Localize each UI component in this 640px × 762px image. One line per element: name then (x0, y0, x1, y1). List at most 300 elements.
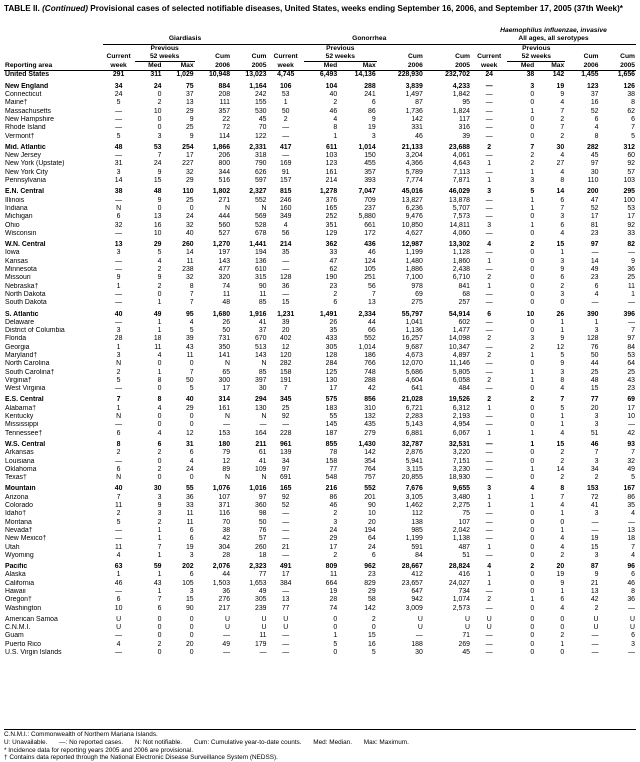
reporting-area-cell: Connecticut (5, 91, 42, 99)
group-gonorrhea: Gonorrhea (267, 35, 471, 44)
value-cell: 23 (590, 229, 599, 237)
value-cell: — (115, 457, 123, 465)
value-cell: 260 (254, 543, 267, 551)
value-cell: 1 (560, 640, 565, 648)
value-cell: 1 (530, 493, 535, 501)
value-cell: 6,721 (405, 404, 423, 412)
value-cell: 477 (218, 266, 231, 274)
value-cell: 371 (218, 502, 231, 510)
value-cell: 2,573 (452, 604, 470, 612)
value-cell: 9,687 (405, 343, 423, 351)
value-cell: U (593, 615, 599, 623)
value-cell: 6 (631, 571, 635, 579)
value-cell: 23 (590, 274, 599, 282)
value-cell: 142 (535, 71, 565, 80)
value-cell: 3 (560, 290, 565, 298)
value-cell: 93 (627, 440, 635, 448)
table-row (4, 596, 636, 604)
value-cell: 8 (560, 376, 565, 384)
value-cell: 17 (281, 571, 290, 579)
value-cell: 35 (329, 327, 338, 335)
value-cell: 4 (116, 551, 121, 559)
value-cell: 35 (627, 502, 635, 510)
value-cell: 575 (325, 396, 338, 404)
reporting-area-cell: West Virginia (5, 385, 46, 393)
value-cell: 4 (157, 257, 162, 265)
value-cell: 516 (218, 177, 231, 185)
value-cell: 1,014 (358, 143, 376, 151)
table-row (4, 71, 636, 80)
value-cell: 1 (157, 571, 162, 579)
table-row (4, 291, 636, 299)
value-cell: N (116, 360, 122, 368)
value-cell: 384 (279, 579, 292, 587)
value-cell: 242 (254, 91, 267, 99)
value-cell: 2 (594, 604, 599, 612)
value-cell: 1 (530, 440, 535, 448)
value-cell: 4 (189, 318, 194, 326)
reporting-area-cell: Maryland† (5, 351, 38, 359)
value-cell: 0 (530, 604, 535, 612)
value-cell: — (485, 551, 493, 559)
value-cell: 2 (530, 241, 535, 249)
value-cell: 7,047 (358, 188, 376, 196)
value-cell: 16,257 (401, 335, 423, 343)
value-cell: 0 (530, 474, 535, 482)
value-cell: 7,113 (453, 168, 470, 176)
value-cell: 14,811 (449, 221, 470, 229)
value-cell: 1 (560, 413, 565, 421)
value-cell: 50 (185, 376, 194, 384)
table-row (4, 430, 636, 438)
value-cell: 19 (368, 124, 376, 132)
value-cell: 23 (329, 282, 338, 290)
value-cell: — (282, 510, 290, 518)
value-cell: 145 (325, 421, 338, 429)
value-cell: 4,366 (405, 160, 423, 168)
value-cell: 0 (189, 649, 194, 657)
value-cell: 9 (560, 266, 565, 274)
value-cell: 8 (157, 396, 162, 404)
reporting-area-cell: North Dakota (5, 290, 46, 298)
value-cell: 110 (182, 188, 194, 196)
weeks52-label: 52 weeks (304, 53, 377, 62)
value-cell: 4 (631, 551, 635, 559)
value-cell: 5,789 (405, 168, 423, 176)
table-row (4, 124, 636, 132)
value-cell: 6 (333, 299, 338, 307)
value-cell: 417 (279, 143, 292, 151)
value-cell: 70 (258, 124, 267, 132)
table-row (4, 449, 636, 457)
value-cell: — (485, 457, 493, 465)
value-cell: 271 (218, 196, 231, 204)
value-cell: 27 (556, 160, 565, 168)
value-cell: 884 (218, 82, 231, 90)
value-cell: 47 (590, 196, 599, 204)
value-cell: U (465, 624, 470, 632)
value-cell: 25 (281, 404, 290, 412)
value-cell: 6 (560, 596, 565, 604)
value-cell: 7,676 (405, 485, 423, 493)
value-cell: 214 (325, 177, 338, 185)
value-cell: 8 (631, 99, 635, 107)
value-cell: 76 (258, 526, 267, 534)
value-cell: 0 (530, 290, 535, 298)
value-cell: — (282, 649, 290, 657)
value-cell: 13,878 (448, 196, 470, 204)
value-cell: 165 (279, 485, 292, 493)
value-cell: 25 (185, 124, 194, 132)
value-cell: 227 (182, 160, 194, 168)
value-cell: 10 (153, 107, 162, 115)
table-row (4, 527, 636, 535)
max-label: Max (338, 62, 377, 71)
value-cell: 4,060 (452, 229, 470, 237)
value-cell: 0 (530, 457, 535, 465)
table-row (4, 230, 636, 238)
value-cell: 40 (185, 229, 194, 237)
value-cell: — (485, 107, 493, 115)
reporting-area-cell: Georgia (5, 343, 30, 351)
value-cell: 58 (368, 596, 376, 604)
value-cell: 19 (329, 588, 338, 595)
value-cell: 3 (487, 188, 492, 196)
value-cell: 1,136 (405, 327, 423, 335)
value-cell: 4 (157, 404, 162, 412)
value-cell: 5,686 (405, 368, 423, 376)
value-cell: 60 (627, 152, 635, 160)
value-cell: 49 (222, 640, 231, 648)
value-cell: 9,655 (452, 485, 470, 493)
value-cell: 19 (185, 543, 194, 551)
value-cell: 7,774 (405, 177, 423, 185)
table-row (4, 311, 636, 319)
value-cell: — (485, 327, 493, 335)
value-cell: 251 (364, 274, 376, 282)
value-cell: 0 (157, 624, 162, 632)
value-cell: 33 (329, 249, 338, 257)
cum-label: Cum (455, 53, 470, 61)
value-cell: 7 (560, 396, 565, 404)
value-cell: 4 (631, 510, 635, 518)
reporting-area-cell: Illinois (5, 196, 25, 204)
reporting-area-cell: Virginia† (5, 376, 32, 384)
value-cell: N (116, 474, 122, 482)
value-cell: 194 (254, 249, 267, 257)
value-cell: 0 (530, 360, 535, 368)
value-cell: 15 (185, 596, 194, 604)
value-cell: 790 (254, 160, 267, 168)
reporting-area-cell: South Dakota (5, 299, 47, 307)
value-cell: 0 (189, 615, 194, 623)
value-cell: 46 (114, 579, 123, 587)
value-cell: 3 (594, 510, 599, 518)
value-cell: 1,866 (212, 143, 231, 151)
value-cell: 92 (281, 493, 290, 501)
value-cell: — (485, 474, 493, 482)
value-cell: 0 (189, 632, 194, 640)
table-row (4, 474, 636, 482)
value-cell: 0 (530, 229, 535, 237)
value-cell: 0 (530, 571, 535, 579)
value-cell: U (486, 615, 492, 623)
value-cell: U (465, 615, 470, 623)
reporting-area-cell: Colorado (5, 502, 33, 510)
value-cell: 77 (258, 571, 267, 579)
value-cell: 24 (114, 91, 123, 99)
table-row (4, 485, 636, 493)
value-cell: 0 (530, 543, 535, 551)
reporting-area-cell: Washington (5, 604, 42, 612)
max-label: Max (535, 62, 565, 71)
value-cell: 0 (530, 624, 535, 632)
value-cell: 48 (590, 376, 599, 384)
value-cell: 0 (530, 518, 535, 526)
value-cell: 0 (189, 421, 194, 429)
value-cell: 362 (325, 241, 338, 249)
value-cell: 0 (157, 632, 162, 640)
value-cell: 444 (218, 213, 231, 221)
table-row (4, 641, 636, 649)
value-cell: 43 (153, 579, 162, 587)
value-cell: 49 (590, 266, 599, 274)
value-cell: 2,331 (249, 143, 267, 151)
value-cell: 18,930 (448, 474, 470, 482)
value-cell: 22 (222, 115, 231, 123)
value-cell: 46 (329, 107, 338, 115)
table-row (4, 177, 636, 185)
value-cell: 155 (254, 99, 267, 107)
max-label: Max (163, 62, 195, 71)
value-cell: 56 (281, 229, 290, 237)
value-cell: — (115, 421, 123, 429)
value-cell: 41 (258, 457, 267, 465)
value-cell: 1 (116, 282, 121, 290)
value-cell: 0 (530, 299, 535, 307)
value-cell: 349 (279, 213, 292, 221)
value-cell: 7 (157, 152, 162, 160)
reporting-area-cell: Tennessee† (5, 429, 43, 437)
value-cell: 50 (281, 107, 290, 115)
value-cell: 6 (560, 221, 565, 229)
value-cell: 0 (157, 457, 162, 465)
value-cell: 52 (590, 204, 599, 212)
value-cell: 2,876 (405, 449, 423, 457)
value-cell: U (116, 615, 122, 623)
footnote-incidence: * Incidence data for reporting years 2005 and 2006 are provisional. (4, 746, 194, 754)
value-cell: 44 (590, 360, 599, 368)
value-cell: 5 (157, 249, 162, 257)
value-cell: 978 (411, 282, 423, 290)
value-cell: — (485, 132, 493, 140)
value-cell: 10 (627, 413, 635, 421)
value-cell: 2 (530, 152, 535, 160)
footnote-maximum: Max: Maximum. (363, 738, 409, 746)
value-cell: 2 (560, 632, 565, 640)
value-cell: 0 (530, 404, 535, 412)
value-cell: 7 (116, 493, 121, 501)
value-cell: 158 (325, 457, 338, 465)
value-cell: 484 (458, 385, 470, 393)
value-cell: 14,136 (338, 71, 377, 80)
value-cell: 105 (182, 579, 194, 587)
value-cell: 18 (153, 335, 162, 343)
value-cell: 402 (279, 335, 292, 343)
value-cell: 0 (530, 385, 535, 393)
reporting-area-cell: Arkansas (5, 449, 34, 457)
value-cell: 9 (157, 274, 162, 282)
value-cell: — (115, 115, 123, 123)
value-cell: — (115, 535, 123, 543)
value-cell: 142 (364, 604, 376, 612)
value-cell: 764 (364, 465, 376, 473)
value-cell: 734 (458, 588, 470, 595)
value-cell: 30 (556, 143, 565, 151)
value-cell: 49 (153, 310, 162, 318)
value-cell: 200 (586, 188, 599, 196)
value-cell: 7 (631, 327, 635, 335)
year-2005-label: 2005 (231, 62, 267, 71)
value-cell: 24 (185, 213, 194, 221)
value-cell: 142 (411, 115, 423, 123)
value-cell: N (261, 204, 267, 212)
value-cell: 123 (586, 82, 599, 90)
value-cell: 610 (254, 266, 267, 274)
value-cell: 55 (329, 413, 338, 421)
value-cell: 1 (560, 327, 565, 335)
value-cell: 45 (462, 649, 470, 657)
value-cell: 46 (415, 132, 423, 140)
value-cell: 4 (560, 502, 565, 510)
value-cell: 202 (182, 563, 194, 571)
value-cell: U (225, 624, 231, 632)
value-cell: 0 (530, 535, 535, 543)
value-cell: 2 (530, 160, 535, 168)
value-cell: 376 (325, 196, 338, 204)
value-cell: 6,493 (304, 71, 338, 80)
reporting-area-cell: Indiana (5, 204, 28, 212)
value-cell: 0 (530, 640, 535, 648)
reporting-area-cell: New Hampshire (5, 115, 55, 123)
table-row (4, 421, 636, 429)
value-cell: 97 (281, 465, 290, 473)
value-cell: 46 (368, 249, 376, 257)
value-cell: 1,270 (212, 241, 231, 249)
value-cell: 252 (325, 213, 338, 221)
reporting-area-cell: New Mexico† (5, 535, 47, 543)
value-cell: 35 (281, 249, 290, 257)
value-cell: 228,930 (377, 71, 424, 80)
value-cell: 0 (530, 510, 535, 518)
value-cell: 360 (254, 502, 267, 510)
value-cell: — (485, 152, 493, 160)
value-cell: 7 (560, 204, 565, 212)
value-cell: 7 (189, 368, 194, 376)
value-cell: — (485, 368, 493, 376)
value-cell: 11 (222, 290, 231, 298)
value-cell: 84 (415, 551, 423, 559)
reporting-area-cell: Guam (5, 632, 24, 640)
reporting-area-cell: Pacific (5, 563, 28, 571)
value-cell: 11 (259, 290, 267, 298)
value-cell: 1,076 (212, 485, 231, 493)
value-cell: 6 (594, 115, 599, 123)
value-cell: 1,886 (405, 266, 423, 274)
value-cell: 597 (254, 177, 267, 185)
value-cell: 43 (185, 343, 194, 351)
value-cell: — (485, 604, 493, 612)
value-cell: 11 (186, 351, 194, 359)
value-cell: 32 (185, 221, 194, 229)
value-cell: 183 (325, 404, 338, 412)
value-cell: 1 (157, 299, 162, 307)
value-cell: 1,441 (249, 241, 267, 249)
value-cell: 7 (530, 143, 535, 151)
table-row (4, 197, 636, 205)
value-cell: 985 (411, 526, 423, 534)
value-cell: 37 (258, 327, 267, 335)
value-cell: 435 (364, 421, 376, 429)
value-cell: 188 (411, 640, 423, 648)
value-cell: 36 (222, 588, 231, 595)
reporting-area-cell: New Jersey (5, 152, 41, 160)
table-row (4, 552, 636, 560)
value-cell: 11 (259, 632, 267, 640)
value-cell: 2 (560, 457, 565, 465)
value-cell: 0 (189, 624, 194, 632)
value-cell: 33 (185, 502, 194, 510)
value-cell: 0 (530, 318, 535, 326)
value-cell: 1,430 (358, 440, 376, 448)
value-cell: 15 (556, 440, 565, 448)
value-cell: 709 (364, 196, 376, 204)
value-cell: 92 (281, 413, 290, 421)
value-cell: 17 (329, 385, 338, 393)
previous-label: Previous (522, 44, 551, 52)
value-cell: 19 (556, 82, 565, 90)
group-hib: All ages, all serotypes (471, 35, 636, 44)
value-cell: 2 (157, 449, 162, 457)
value-cell: 269 (458, 640, 470, 648)
value-cell: 1 (487, 282, 492, 290)
table-title (4, 3, 636, 14)
value-cell: 2 (157, 518, 162, 526)
value-cell: — (628, 421, 635, 429)
table-row (4, 205, 636, 213)
table-row (4, 624, 636, 632)
value-cell: 4,643 (452, 160, 470, 168)
value-cell: 14 (556, 188, 565, 196)
value-cell: 87 (590, 563, 599, 571)
value-cell: 92 (627, 221, 635, 229)
reporting-area-cell: New York City (5, 168, 48, 176)
value-cell: 1,491 (319, 310, 338, 318)
value-cell: — (115, 290, 123, 298)
value-cell: 4 (560, 543, 565, 551)
value-cell: 61 (258, 449, 267, 457)
reporting-area-cell: Missouri (5, 274, 31, 282)
value-cell: — (282, 551, 290, 559)
table-row (4, 405, 636, 413)
value-cell: 128 (586, 335, 599, 343)
value-cell: 1 (116, 571, 121, 579)
value-cell: 809 (325, 563, 338, 571)
value-cell: 314 (218, 396, 231, 404)
reporting-area-cell: Iowa (5, 249, 20, 257)
value-cell: 180 (218, 440, 231, 448)
value-cell: 2 (371, 615, 376, 623)
